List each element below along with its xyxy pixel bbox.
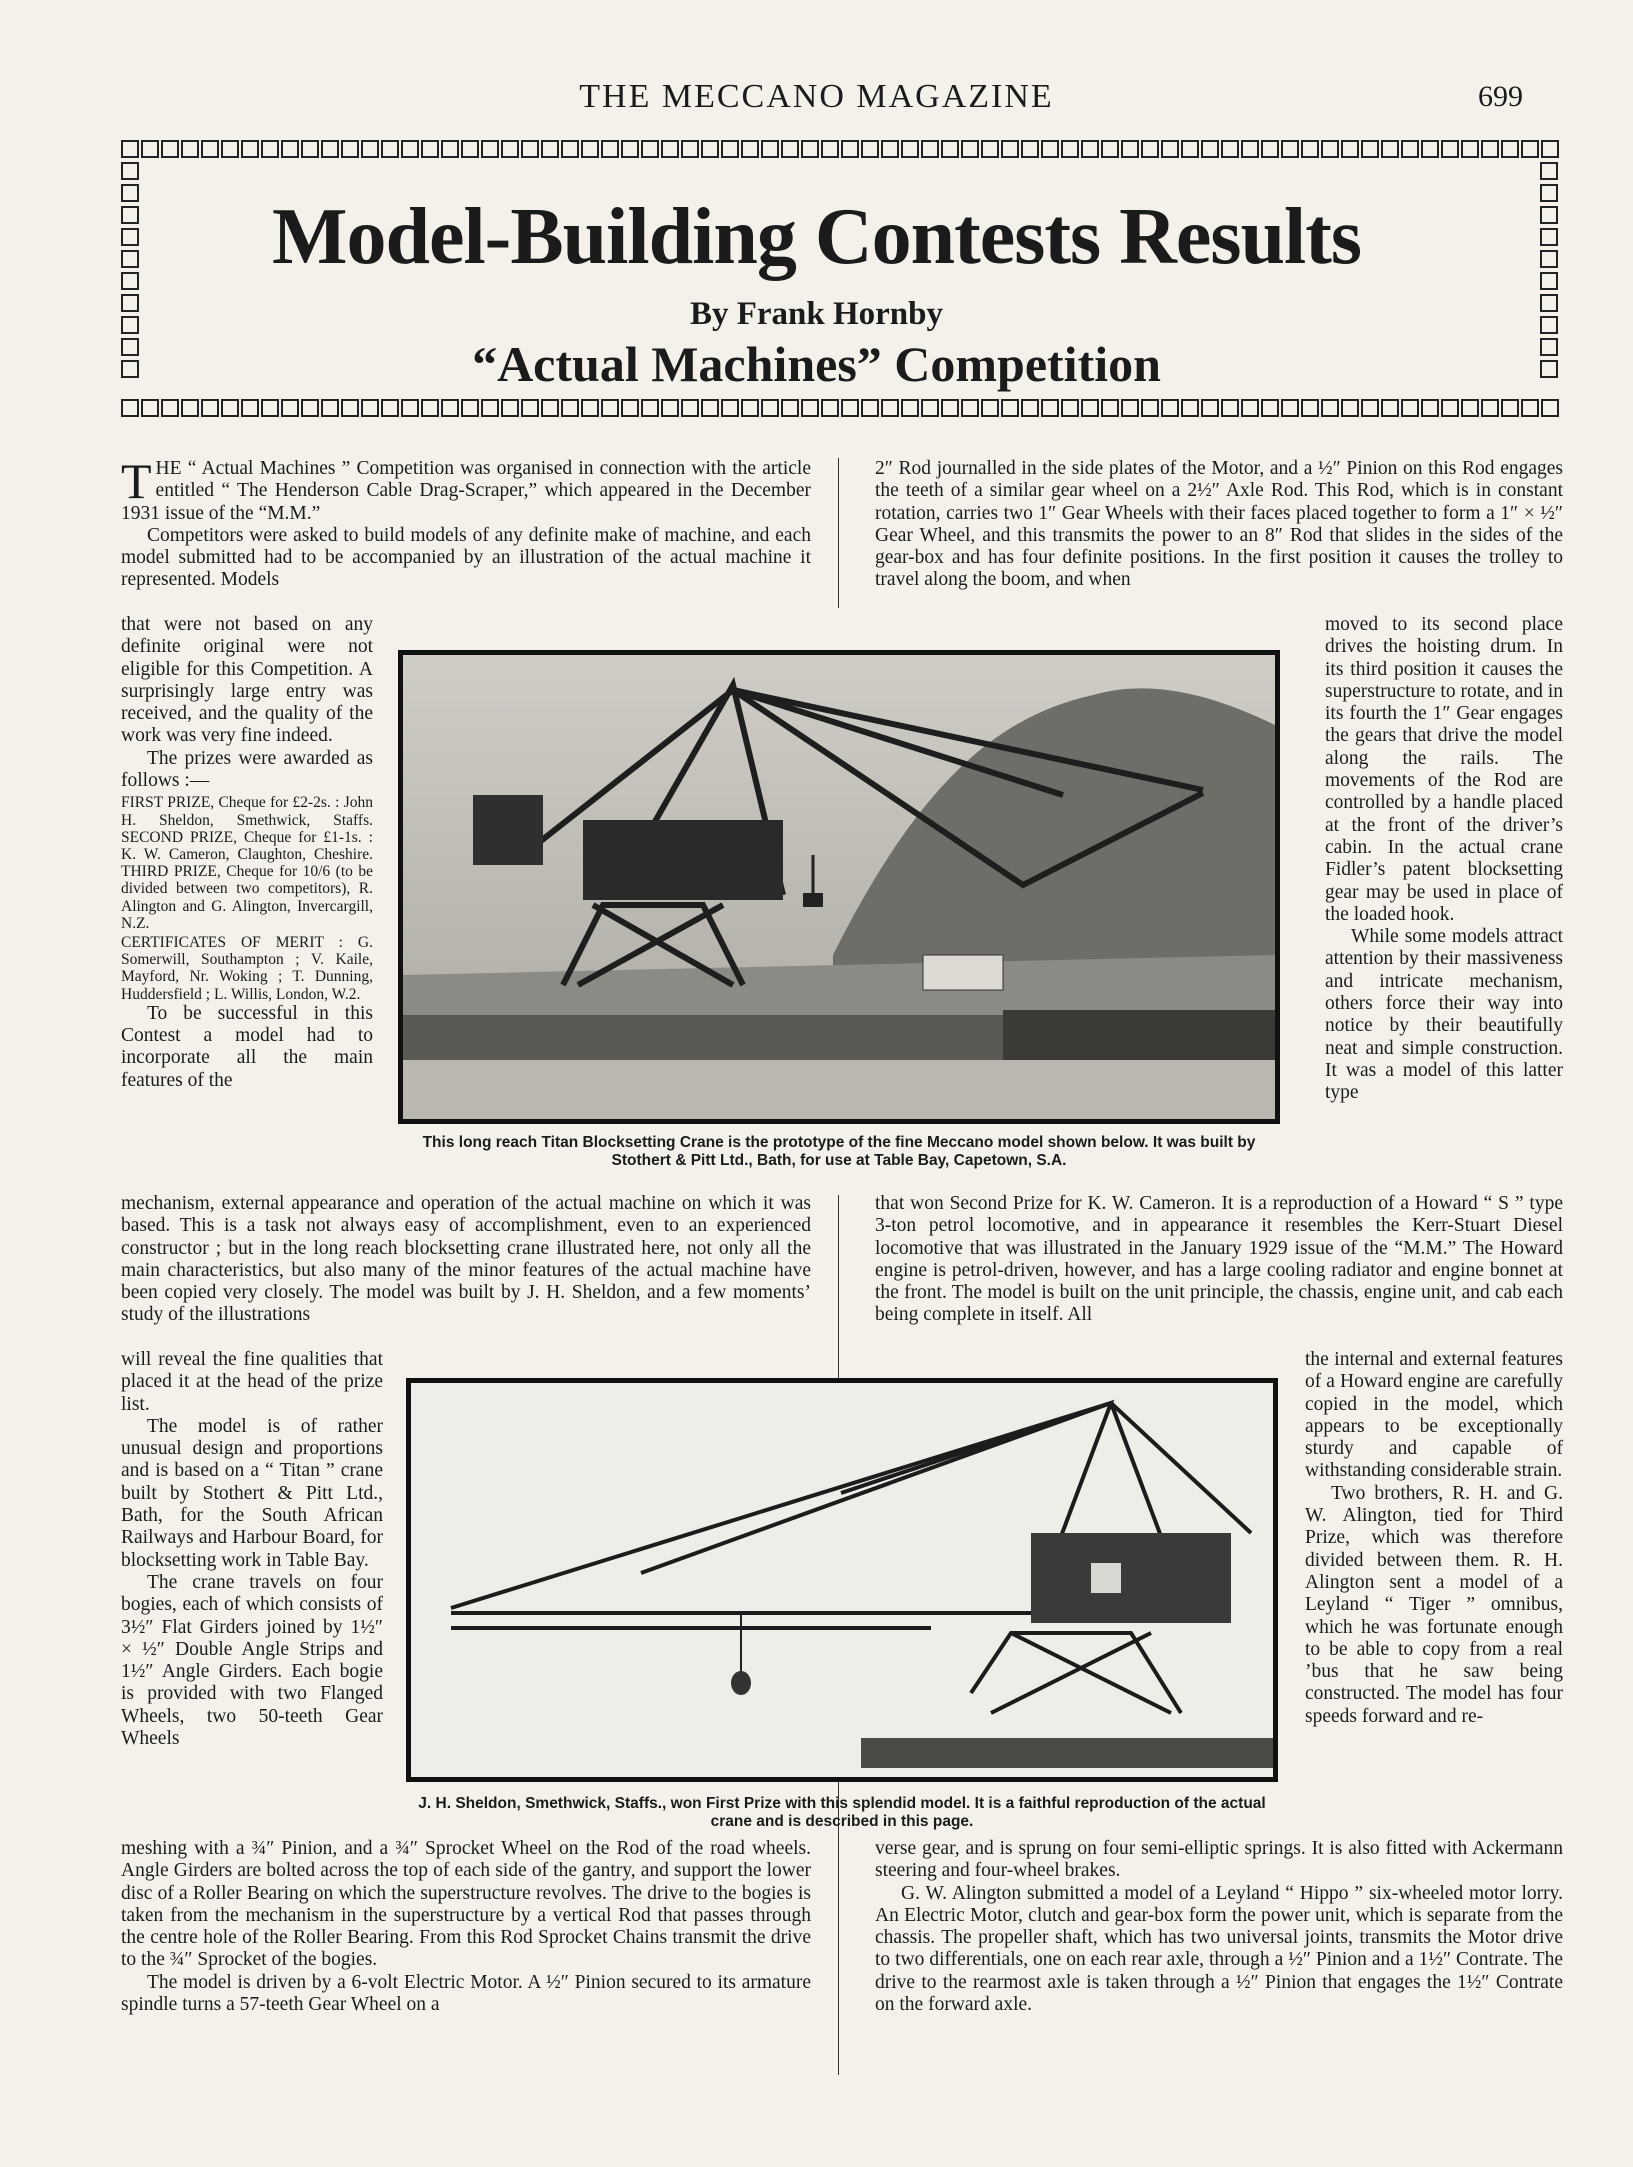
frame-square bbox=[1101, 140, 1119, 158]
frame-square bbox=[301, 399, 319, 417]
frame-square bbox=[941, 140, 959, 158]
frame-square bbox=[901, 399, 919, 417]
right-narrow-column-1 bbox=[1325, 614, 1563, 1105]
photo2-caption: J. H. Sheldon, Smethwick, Staffs., won First Prize with this splendid model. It is a faithful reproduction of the actual crane and is described in this page. bbox=[418, 1795, 1266, 1830]
frame-square bbox=[921, 140, 939, 158]
frame-square bbox=[361, 140, 379, 158]
frame-square bbox=[681, 399, 699, 417]
frame-square bbox=[621, 140, 639, 158]
howard-features-paragraph: the internal and external features of a Howard engine are carefully copied in the model, which appears to be exceptionally sturdy and capable of withstanding considerable strain. bbox=[1305, 1349, 1563, 1482]
frame-square bbox=[1321, 140, 1339, 158]
frame-square bbox=[1540, 162, 1558, 180]
frame-square bbox=[1061, 140, 1079, 158]
frame-square bbox=[261, 399, 279, 417]
frame-square bbox=[781, 140, 799, 158]
frame-square bbox=[841, 399, 859, 417]
frame-square bbox=[761, 140, 779, 158]
frame-square bbox=[181, 140, 199, 158]
frame-square bbox=[761, 399, 779, 417]
frame-square bbox=[501, 140, 519, 158]
gear-paragraph: 2″ Rod journalled in the side plates of the Motor, and a ½″ Pinion on this Rod engages the teeth of a similar gear wheel on a 2½″ Axle Rod. This Rod, which is in constant rotation, carries two 1″ Gear Wheels with their faces placed together to form a 1″ × ½″ Gear Wheel, and this transmits the power to an 8″ Rod that slides in the sides of the gear-box and has four definite positions. In the first position it causes the trolley to travel along the boom, and when bbox=[875, 458, 1563, 591]
right-bottom-text bbox=[875, 1838, 1563, 2016]
frame-square bbox=[401, 140, 419, 158]
frame-square bbox=[1081, 140, 1099, 158]
frame-square bbox=[1081, 399, 1099, 417]
frame-square bbox=[941, 399, 959, 417]
frame-square bbox=[1521, 399, 1539, 417]
unusual-paragraph: The model is of rather unusual design and proportions and is based on a “ Titan ” crane built by Stothert & Pitt Ltd., Bath, for the South African Railways and Harbour Board, for blocksetting work in Table Bay. bbox=[121, 1415, 383, 1571]
second-prize-paragraph: that won Second Prize for K. W. Cameron. It is a reproduction of a Howard “ S ” type 3-ton petrol locomotive, and in appearance it resembles the Kerr-Stuart Diesel locomotive that was illustrated in the January 1929 issue of the “M.M.” The Howard engine is petrol-driven, however, and has a large cooling radiator and engine bonnet at the front. The model is built on the unit principle, the chassis, engine unit, and cab each being complete in itself. All bbox=[875, 1193, 1563, 1326]
left-narrow-column-2 bbox=[121, 1349, 383, 1750]
intro-paragraph bbox=[121, 453, 811, 592]
frame-square bbox=[861, 399, 879, 417]
frame-square bbox=[821, 399, 839, 417]
frame-square bbox=[1381, 399, 1399, 417]
frame-square bbox=[1461, 399, 1479, 417]
frame-square bbox=[601, 399, 619, 417]
frame-square bbox=[1181, 140, 1199, 158]
frame-square bbox=[1201, 140, 1219, 158]
frame-square bbox=[421, 399, 439, 417]
frame-square bbox=[801, 399, 819, 417]
frame-square bbox=[341, 140, 359, 158]
page-number: 699 bbox=[1478, 80, 1523, 113]
frame-square bbox=[401, 399, 419, 417]
frame-square bbox=[721, 140, 739, 158]
frame-square bbox=[881, 140, 899, 158]
successful-paragraph-wide: mechanism, external appearance and operation of the actual machine on which it was based. This is a task not always easy of accomplishment, even to an experienced constructor ; but in the long reach blocksetting crane illustrated here, not only all the main characteristics, but also many of the minor features of the actual machine have been copied very closely. The model was built by J. H. Sheldon, and a few moments’ study of the illustrations bbox=[121, 1193, 811, 1326]
frame-square bbox=[901, 140, 919, 158]
frame-square bbox=[1001, 140, 1019, 158]
frame-square bbox=[861, 140, 879, 158]
frame-square bbox=[881, 399, 899, 417]
frame-square bbox=[681, 140, 699, 158]
frame-square bbox=[981, 140, 999, 158]
frame-square bbox=[1341, 399, 1359, 417]
movements-paragraph: moved to its second place drives the hoisting drum. In its third position it causes the superstructure to rotate, and in its fourth the 1″ Gear engages the gears that drive the model along the rails. The movements of the Rod are controlled by a handle placed at the front of the driver’s cabin. In the actual crane Fidler’s patent blocksetting gear may be used in place of the loaded hook. bbox=[1325, 614, 1563, 925]
frame-square bbox=[1121, 399, 1139, 417]
left-bottom-text bbox=[121, 1838, 811, 2016]
frame-square bbox=[161, 140, 179, 158]
frame-square bbox=[301, 140, 319, 158]
right-wide-text bbox=[875, 1193, 1563, 1327]
frame-square bbox=[1401, 140, 1419, 158]
frame-square bbox=[1241, 399, 1259, 417]
frame-square bbox=[1381, 140, 1399, 158]
frame-square bbox=[561, 399, 579, 417]
frame-square bbox=[121, 399, 139, 417]
frame-square bbox=[561, 140, 579, 158]
frame-square bbox=[1421, 140, 1439, 158]
frame-square bbox=[641, 140, 659, 158]
frame-square bbox=[741, 140, 759, 158]
right-narrow-column-2 bbox=[1305, 1349, 1563, 1728]
frame-square bbox=[281, 140, 299, 158]
frame-square bbox=[481, 140, 499, 158]
frame-square bbox=[461, 399, 479, 417]
frame-square bbox=[1401, 399, 1419, 417]
frame-square bbox=[1101, 399, 1119, 417]
eligibility-paragraph: that were not based on any definite original were not eligible for this Competition. A surprisingly large entry was received, and the quality of the work was very fine indeed. bbox=[121, 614, 373, 747]
frame-square bbox=[661, 399, 679, 417]
frame-square bbox=[1141, 399, 1159, 417]
frame-square bbox=[981, 399, 999, 417]
frame-square bbox=[521, 140, 539, 158]
frame-square bbox=[321, 140, 339, 158]
frame-square bbox=[141, 399, 159, 417]
frame-square bbox=[841, 140, 859, 158]
frame-square bbox=[221, 140, 239, 158]
frame-square bbox=[1161, 140, 1179, 158]
frame-square bbox=[641, 399, 659, 417]
frame-square bbox=[541, 140, 559, 158]
frame-square bbox=[1201, 399, 1219, 417]
frame-square bbox=[581, 140, 599, 158]
frame-square bbox=[1261, 399, 1279, 417]
frame-square bbox=[821, 140, 839, 158]
frame-square bbox=[181, 399, 199, 417]
frame-square bbox=[661, 140, 679, 158]
frame-square bbox=[1281, 140, 1299, 158]
successful-paragraph-start: To be successful in this Contest a model had to incorporate all the main features of the bbox=[121, 1002, 373, 1091]
frame-square bbox=[1021, 399, 1039, 417]
frame-square bbox=[701, 140, 719, 158]
right-column-top bbox=[875, 458, 1563, 592]
frame-square bbox=[1061, 399, 1079, 417]
frame-square bbox=[1481, 140, 1499, 158]
frame-square bbox=[541, 399, 559, 417]
frame-square bbox=[241, 140, 259, 158]
bogies-paragraph-wide: meshing with a ¾″ Pinion, and a ¾″ Sprocket Wheel on the Rod of the road wheels. Angle Girders are bolted across the top of each side of the gantry, and support the lower disc of a Roller Bearing on which the superstructure revolves. The drive to the bogies is taken from the mechanism in the superstructure by a vertical Rod that passes through the centre hole of the Roller Bearing. From this Rod Sprocket Chains transmit the drive to the ¾″ Sprocket of the bogies. bbox=[121, 1838, 811, 1971]
frame-square bbox=[361, 399, 379, 417]
frame-square bbox=[141, 140, 159, 158]
byline: By Frank Hornby bbox=[689, 296, 944, 332]
frame-square bbox=[441, 140, 459, 158]
frame-square bbox=[381, 399, 399, 417]
frame-square bbox=[1501, 140, 1519, 158]
left-narrow-column-1 bbox=[121, 614, 373, 1092]
frame-square bbox=[1241, 140, 1259, 158]
frame-square bbox=[201, 140, 219, 158]
competitors-paragraph: Competitors were asked to build models of any definite make of machine, and each model submitted had to be accompanied by an illustration of the actual machine it represented. Models bbox=[121, 524, 811, 591]
meccano-model-photo bbox=[406, 1378, 1278, 1782]
frame-square bbox=[1441, 140, 1459, 158]
frame-square bbox=[801, 140, 819, 158]
frame-square bbox=[1441, 399, 1459, 417]
frame-square bbox=[1521, 140, 1539, 158]
frame-square bbox=[601, 140, 619, 158]
reverse-gear-paragraph: verse gear, and is sprung on four semi-elliptic springs. It is also fitted with Ackermann steering and four-wheel brakes. bbox=[875, 1838, 1563, 1882]
frame-square bbox=[1281, 399, 1299, 417]
frame-square bbox=[581, 399, 599, 417]
frame-square bbox=[1461, 140, 1479, 158]
frame-square bbox=[1421, 399, 1439, 417]
actual-crane-photo bbox=[398, 650, 1280, 1124]
frame-square bbox=[121, 162, 139, 180]
frame-square bbox=[161, 399, 179, 417]
frame-square bbox=[1181, 399, 1199, 417]
frame-square bbox=[1341, 140, 1359, 158]
frame-square bbox=[621, 399, 639, 417]
frame-square bbox=[721, 399, 739, 417]
frame-square bbox=[281, 399, 299, 417]
intro-text: HE “ Actual Machines ” Competition was organised in connection with the article entitled “ The Henderson Cable Drag-Scraper,” which appeared in the December 1931 issue of the “M.M.” bbox=[121, 458, 811, 524]
brothers-paragraph: Two brothers, R. H. and G. W. Alington, tied for Third Prize, which was therefore divided between them. R. H. Alington sent a model of a Leyland “ Tiger ” omnibus, which he was fortunate enough to be able to copy from a real ’bus that he saw being constructed. The model has four speeds forward and re- bbox=[1305, 1482, 1563, 1727]
successful-paragraph-end: will reveal the fine qualities that placed it at the head of the prize list. bbox=[121, 1349, 383, 1415]
frame-square bbox=[1261, 140, 1279, 158]
frame-square bbox=[201, 399, 219, 417]
frame-square bbox=[441, 399, 459, 417]
frame-square bbox=[1121, 140, 1139, 158]
frame-square bbox=[461, 140, 479, 158]
frame-square bbox=[961, 140, 979, 158]
frame-square bbox=[261, 140, 279, 158]
article-subtitle: “Actual Machines” Competition bbox=[472, 336, 1161, 392]
motor-paragraph: The model is driven by a 6-volt Electric Motor. A ½″ Pinion secured to its armature spindle turns a 57-teeth Gear Wheel on a bbox=[121, 1971, 811, 2016]
prize-list: FIRST PRIZE, Cheque for £2-2s. : John H. Sheldon, Smethwick, Staffs. SECOND PRIZE, Cheque for £1-1s. : K. W. Cameron, Claughton, Cheshire. THIRD PRIZE, Cheque for 10/6 (to be divided between two competitors), R. Alington and G. Alington, Invercargill, N.Z. bbox=[121, 794, 373, 932]
certificates-list: CERTIFICATES OF MERIT : G. Somerwill, Southampton ; V. Kaile, Mayford, Nr. Woking ; T. Dunning, Huddersfield ; L. Willis, London, W.2. bbox=[121, 934, 373, 1003]
frame-square bbox=[1301, 140, 1319, 158]
frame-square bbox=[1301, 399, 1319, 417]
frame-square bbox=[701, 399, 719, 417]
model-photo-illustration bbox=[411, 1383, 1273, 1777]
frame-square bbox=[501, 399, 519, 417]
frame-square bbox=[1221, 399, 1239, 417]
crane-photo-illustration bbox=[403, 655, 1275, 1119]
frame-square bbox=[381, 140, 399, 158]
frame-square bbox=[1321, 399, 1339, 417]
frame-square bbox=[961, 399, 979, 417]
frame-square bbox=[1361, 399, 1379, 417]
drop-cap: T bbox=[121, 453, 152, 509]
while-paragraph: While some models attract attention by their massiveness and intricate mechanism, others force their way into notice by their beautifully neat and simple construction. It was a model of this latter type bbox=[1325, 926, 1563, 1104]
frame-square bbox=[521, 399, 539, 417]
frame-square bbox=[341, 399, 359, 417]
article-title: Model-Building Contests Results bbox=[271, 193, 1362, 281]
frame-square bbox=[1021, 140, 1039, 158]
column-rule bbox=[838, 458, 839, 608]
frame-square bbox=[121, 140, 139, 158]
prizes-intro: The prizes were awarded as follows :— bbox=[121, 747, 373, 792]
frame-square bbox=[781, 399, 799, 417]
bogies-paragraph: The crane travels on four bogies, each of which consists of 3½″ Flat Girders joined by 1½″ × ½″ Double Angle Strips and 1½″ Angle Girders. Each bogie is provided with two Flanged Wheels, two 50-teeth Gear Wheels bbox=[121, 1571, 383, 1750]
frame-square bbox=[1221, 140, 1239, 158]
frame-square bbox=[1501, 399, 1519, 417]
hippo-paragraph: G. W. Alington submitted a model of a Leyland “ Hippo ” six-wheeled motor lorry. An Electric Motor, clutch and gear-box form the power unit, which is separate from the chassis. The propeller shaft, which has two universal joints, transmits the Motor drive to two differentials, one on each rear axle, through a ½″ Pinion and a 1½″ Contrate. The drive to the rearmost axle is taken through a ½″ Pinion that engages the 1½″ Contrate on the forward axle. bbox=[875, 1882, 1563, 2016]
frame-square bbox=[421, 140, 439, 158]
frame-square bbox=[481, 399, 499, 417]
frame-square bbox=[241, 399, 259, 417]
frame-square bbox=[1541, 399, 1559, 417]
frame-square bbox=[1541, 140, 1559, 158]
frame-square bbox=[1041, 399, 1059, 417]
photo1-caption: This long reach Titan Blocksetting Crane is the prototype of the fine Meccano model shown below. It was built by Stothert & Pitt Ltd., Bath, for use at Table Bay, Capetown, S.A. bbox=[422, 1134, 1256, 1169]
frame-square bbox=[321, 399, 339, 417]
running-title: THE MECCANO MAGAZINE bbox=[579, 78, 1054, 115]
frame-square bbox=[1361, 140, 1379, 158]
left-wide-text bbox=[121, 1193, 811, 1327]
frame-square bbox=[1001, 399, 1019, 417]
frame-square bbox=[1141, 140, 1159, 158]
frame-square bbox=[1041, 140, 1059, 158]
frame-square bbox=[741, 399, 759, 417]
frame-square bbox=[1481, 399, 1499, 417]
frame-square bbox=[1161, 399, 1179, 417]
frame-square bbox=[221, 399, 239, 417]
frame-square bbox=[921, 399, 939, 417]
